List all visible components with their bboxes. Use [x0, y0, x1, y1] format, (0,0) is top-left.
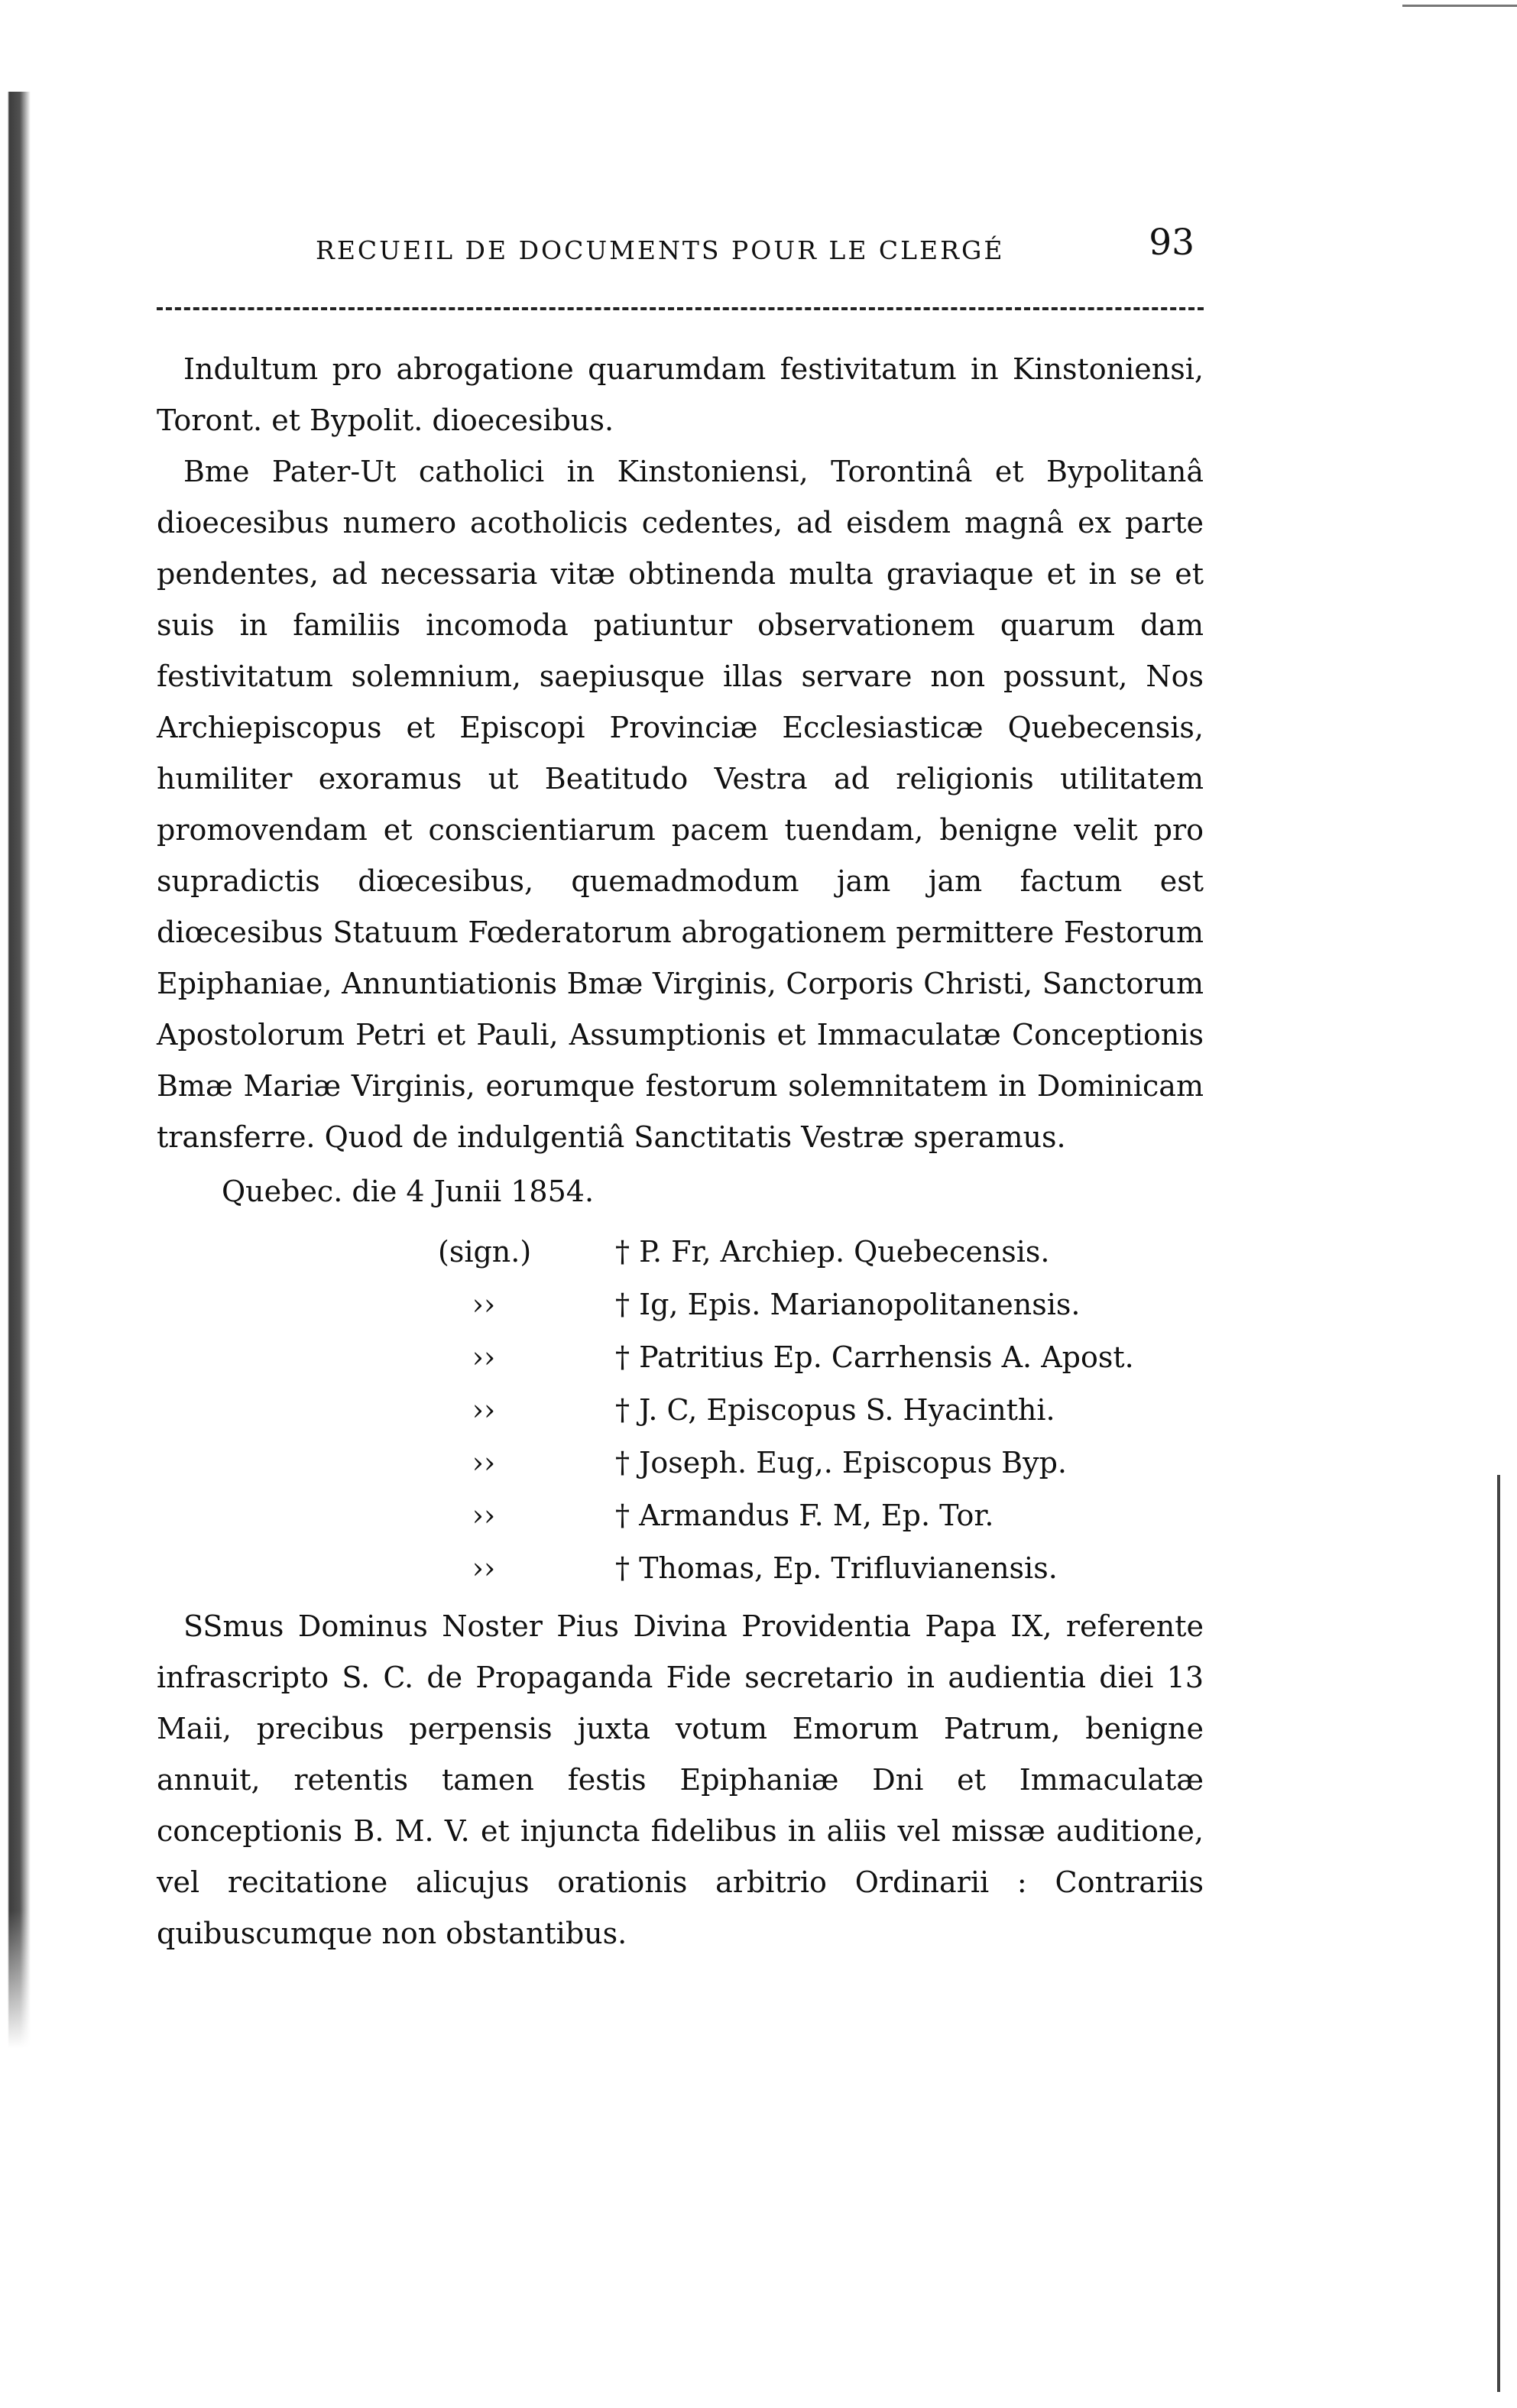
running-head — [157, 222, 1204, 283]
signature-name: † J. C, Episcopus S. Hyacinthi. — [615, 1393, 1055, 1427]
signature-row — [438, 1384, 1134, 1437]
signature-prefix: (sign.) — [438, 1235, 532, 1269]
signatures-table — [438, 1226, 1134, 1595]
signature-prefix: ›› — [472, 1446, 496, 1479]
signature-name: † Thomas, Ep. Trifluvianensis. — [615, 1551, 1058, 1585]
signature-name: † Ig, Epis. Marianopolitanensis. — [615, 1288, 1081, 1321]
signature-row — [438, 1331, 1134, 1384]
signature-row — [438, 1437, 1134, 1489]
signature-name: † Armandus F. M, Ep. Tor. — [615, 1499, 994, 1532]
signature-row — [438, 1489, 1134, 1542]
signature-prefix: ›› — [472, 1551, 496, 1585]
running-title: RECUEIL DE DOCUMENTS POUR LE CLERGÉ — [316, 235, 1005, 265]
date-line: Quebec. die 4 Junii 1854. — [222, 1175, 595, 1208]
body-text — [157, 344, 1204, 1959]
scan-right-edge — [1497, 1475, 1500, 2392]
signature-name: † P. Fr, Archiep. Quebecensis. — [615, 1235, 1050, 1269]
page-number: 93 — [1149, 222, 1194, 264]
signature-name: † Joseph. Eug,. Episcopus Byp. — [615, 1446, 1067, 1479]
petition-paragraph: Bme Pater-Ut catholici in Kinstoniensi, Torontinâ et Bypolitanâ dioecesibus numero acotholicis cedentes, ad eisdem magnâ ex parte pendentes, ad necessaria vitæ obtinenda multa graviaque et in se et suis in familiis incomoda patiuntur observationem quarum dam festivitatum solemnium, saepiusque illas servare non possunt, Nos Archiepiscopus et Episcopi Provinciæ Ecclesiasticæ Quebecensis, humiliter exoramus ut Beatitudo Vestra ad religionis utilitatem promovendam et conscientiarum pacem tuendam, benigne velit pro supradictis diœcesibus, quemadmodum jam jam factum est diœcesibus Statuum Fœderatorum abrogationem permittere Festorum Epiphaniae, Annuntiationis Bmæ Virginis, Corporis Christi, Sanctorum Apostolorum Petri et Pauli, Assumptionis et Immaculatæ Conceptionis Bmæ Mariæ Virginis, eorumque festorum solemnitatem in Dominicam transferre. Quod de indulgentiâ Sanctitatis Vestræ speramus. — [157, 455, 1204, 1154]
signature-name: † Patritius Ep. Carrhensis A. Apost. — [615, 1340, 1134, 1374]
signature-prefix: ›› — [472, 1288, 496, 1321]
header-rule — [157, 307, 1204, 310]
signature-prefix: ›› — [472, 1340, 496, 1374]
document-heading: Indultum pro abrogatione quarumdam festivitatum in Kinstoniensi, Toront. et Bypolit. dioecesibus. — [157, 352, 1204, 437]
signature-row — [438, 1226, 1134, 1279]
signature-prefix: ›› — [472, 1499, 496, 1532]
signature-prefix: ›› — [472, 1393, 496, 1427]
signature-row — [438, 1279, 1134, 1331]
scan-corner-mark — [1402, 5, 1517, 7]
document-page — [157, 222, 1204, 1950]
signature-row — [438, 1542, 1134, 1595]
papal-response-paragraph: SSmus Dominus Noster Pius Divina Providentia Papa IX, referente infrascripto S. C. de Propaganda Fide secretario in audientia diei 13 Maii, precibus perpensis juxta votum Emorum Patrum, benigne annuit, retentis tamen festis Epiphaniæ Dni et Immaculatæ conceptionis B. M. V. et injuncta fidelibus in aliis vel missæ auditione, vel recitatione alicujus orationis arbitrio Ordinarii : Contrariis quibuscumque non obstantibus. — [157, 1609, 1204, 1950]
